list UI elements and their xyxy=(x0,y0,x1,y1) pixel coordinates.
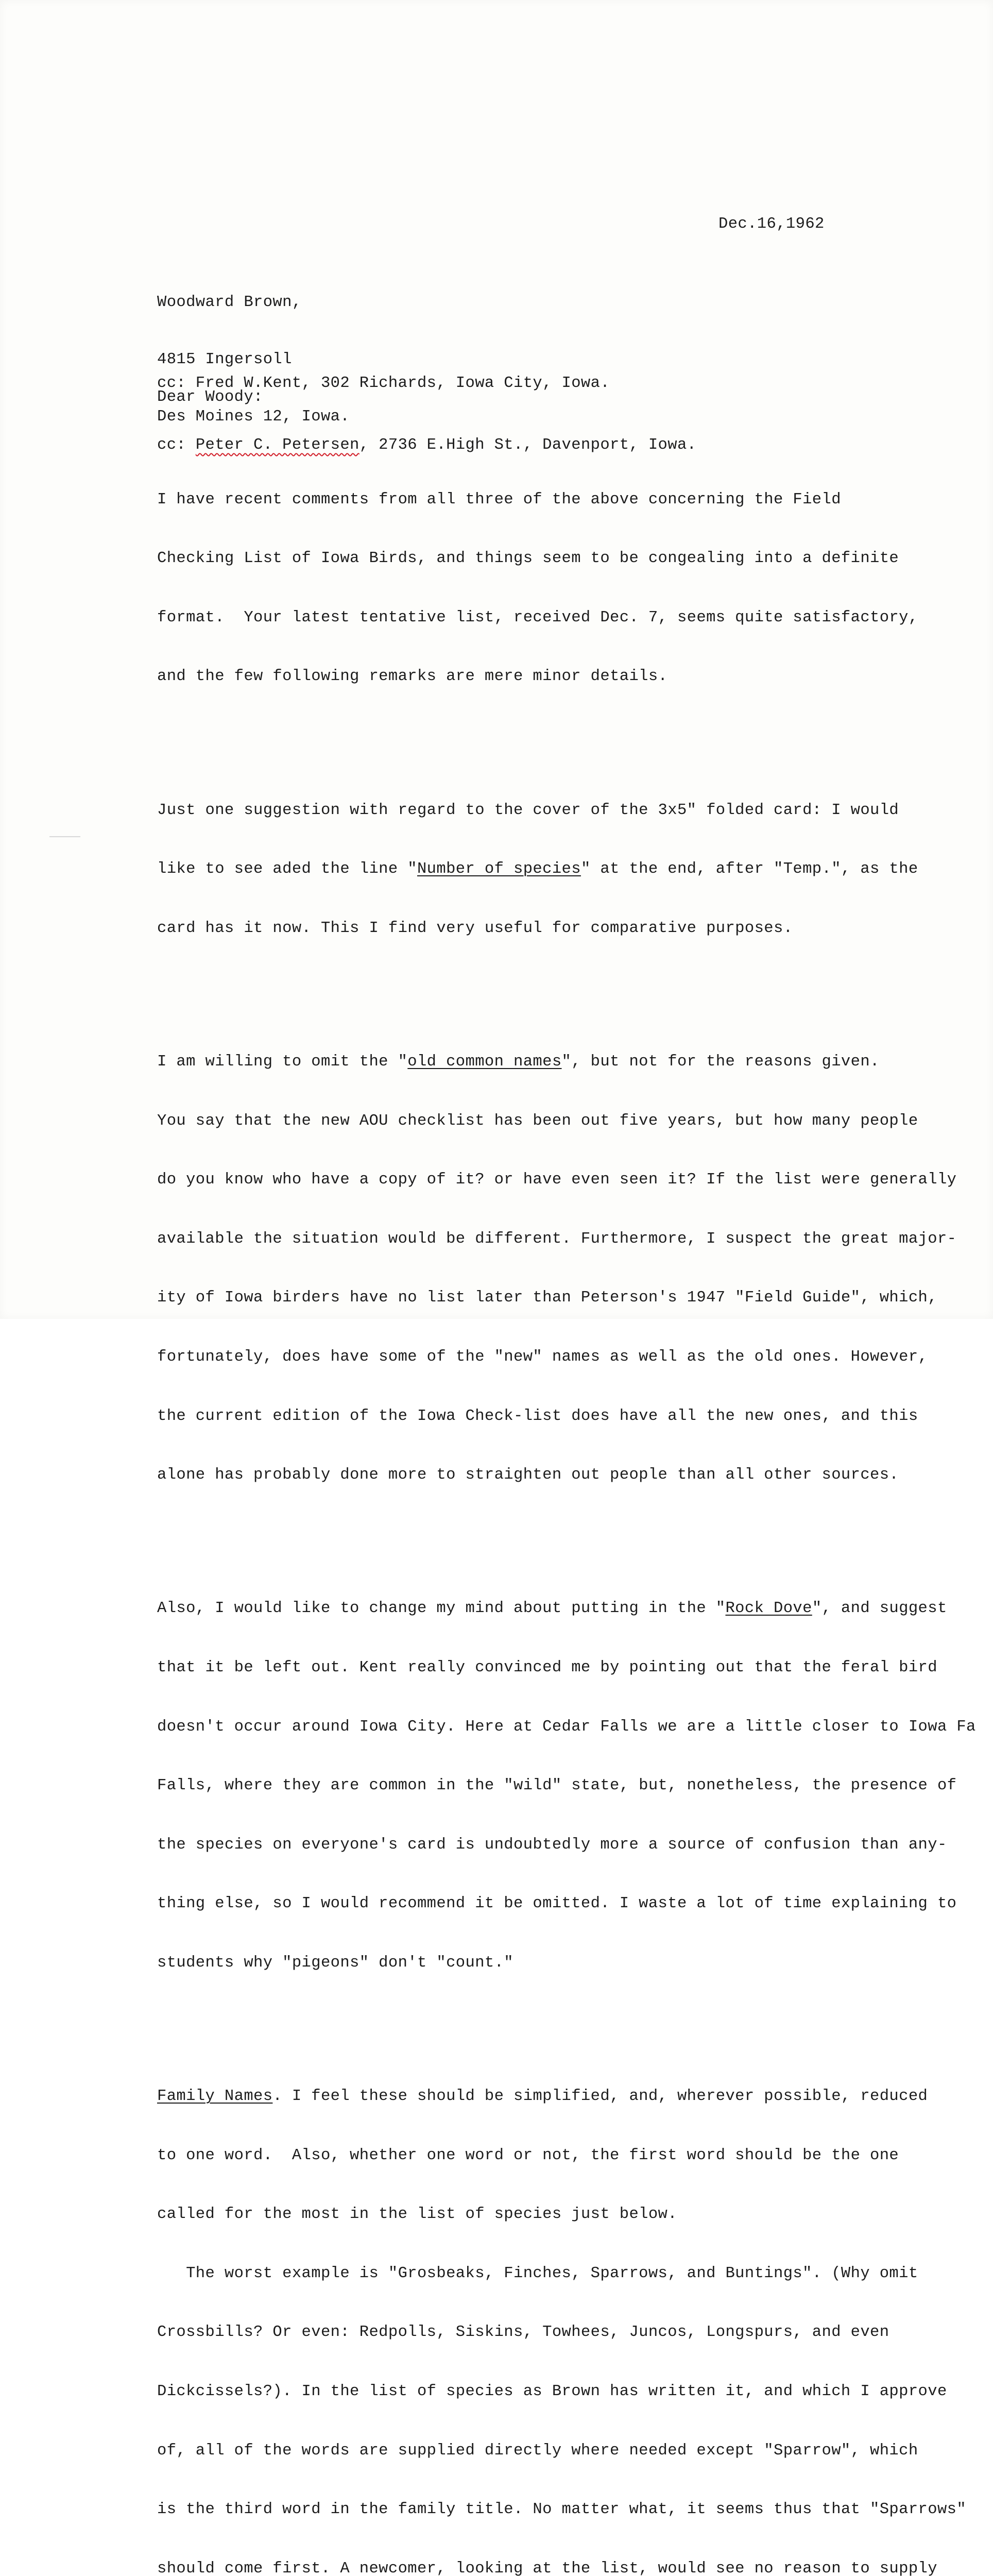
underlined-family-names: Family Names xyxy=(157,2088,273,2106)
p3-text: I am willing to omit the " xyxy=(157,1053,408,1071)
p4-line: students why "pigeons" don't "count." xyxy=(157,1954,514,1972)
cc-petersen-name: Peter C. Petersen xyxy=(195,436,359,454)
underlined-rock-dove: Rock Dove xyxy=(725,1600,812,1618)
p3-line: fortunately, does have some of the "new" names as well as the old ones. However, xyxy=(157,1348,928,1366)
p2-text: " at the end, after "Temp.", as the xyxy=(580,860,918,878)
p3-line: alone has probably done more to straighten out people than all other sources. xyxy=(157,1466,899,1484)
p4-line: the species on everyone's card is undoubtedly more a source of confusion than any- xyxy=(157,1836,947,1854)
p5-line: Dickcissels?). In the list of species as Brown has written it, and which I approve xyxy=(157,2383,947,2401)
p2-line: Just one suggestion with regard to the cover of the 3x5" folded card: I would xyxy=(157,801,899,819)
p3-line: You say that the new AOU checklist has been out five years, but how many people xyxy=(157,1112,918,1130)
p2-text: like to see aded the line " xyxy=(157,860,417,878)
letter-body xyxy=(157,431,976,2576)
margin-mark xyxy=(49,836,80,837)
p3-line: the current edition of the Iowa Check-list does have all the new ones, and this xyxy=(157,1407,918,1425)
p5-line: Crossbills? Or even: Redpolls, Siskins, Towhees, Juncos, Longspurs, and even xyxy=(157,2324,889,2342)
p3-line: ity of Iowa birders have no list later than Peterson's 1947 "Field Guide", which, xyxy=(157,1289,937,1307)
p5-text: . I feel these should be simplified, and, wherever possible, reduced xyxy=(272,2088,928,2106)
p5-line: of, all of the words are supplied directly where needed except "Sparrow", which xyxy=(157,2442,918,2460)
p4-line: thing else, so I would recommend it be omitted. I waste a lot of time explaining to xyxy=(157,1895,957,1913)
p3-text: ", but not for the reasons given. xyxy=(561,1053,880,1071)
p1-line: I have recent comments from all three of the above concerning the Field xyxy=(157,490,841,509)
cc-prefix: cc: xyxy=(157,436,196,454)
p2-line: card has it now. This I find very useful for comparative purposes. xyxy=(157,919,793,937)
cc-petersen-address: , 2736 E.High St., Davenport, Iowa. xyxy=(359,436,697,454)
p4-line: doesn't occur around Iowa City. Here at Cedar Falls we are a little closer to Iowa Fa xyxy=(157,1718,976,1736)
recipient-city: Des Moines 12, Iowa. xyxy=(157,408,350,426)
p5-line xyxy=(157,2087,976,2106)
underlined-old-common-names: old common names xyxy=(407,1053,562,1071)
p3-line xyxy=(157,1052,976,1072)
p3-line: available the situation would be different. Furthermore, I suspect the great major- xyxy=(157,1230,957,1248)
cc-line-kent: cc: Fred W.Kent, 302 Richards, Iowa City, Iowa. xyxy=(157,375,610,392)
p4-line xyxy=(157,1599,976,1618)
underlined-number-of-species: Number of species xyxy=(417,860,581,878)
salutation: Dear Woody: xyxy=(157,388,263,406)
p5-line: called for the most in the list of species just below. xyxy=(157,2206,677,2224)
p3-line: do you know who have a copy of it? or have even seen it? If the list were generally xyxy=(157,1171,957,1189)
p4-text: ", and suggest xyxy=(812,1600,947,1618)
p5-line: The worst example is "Grosbeaks, Finches, Sparrows, and Buntings". (Why omit xyxy=(157,2264,918,2282)
p5-line: to one word. Also, whether one word or not, the first word should be the one xyxy=(157,2146,899,2164)
p4-line: Falls, where they are common in the "wild" state, but, nonetheless, the presence of xyxy=(157,1777,957,1795)
p4-line: that it be left out. Kent really convinced me by pointing out that the feral bird xyxy=(157,1658,937,1676)
p5-line: should come first. A newcomer, looking at the list, would see no reason to supply xyxy=(157,2560,937,2576)
p1-line: and the few following remarks are mere minor details. xyxy=(157,668,668,686)
p1-line: Checking List of Iowa Birds, and things seem to be congealing into a definite xyxy=(157,550,899,568)
p5-line: is the third word in the family title. No matter what, it seems thus that "Sparrows" xyxy=(157,2501,967,2519)
recipient-street: 4815 Ingersoll xyxy=(157,351,292,368)
letter-date: Dec.16,1962 xyxy=(718,215,825,233)
p2-line xyxy=(157,859,976,879)
recipient-name: Woodward Brown, xyxy=(157,294,302,311)
p4-text: Also, I would like to change my mind about putting in the " xyxy=(157,1600,726,1618)
p1-line: format. Your latest tentative list, received Dec. 7, seems quite satisfactory, xyxy=(157,608,918,626)
